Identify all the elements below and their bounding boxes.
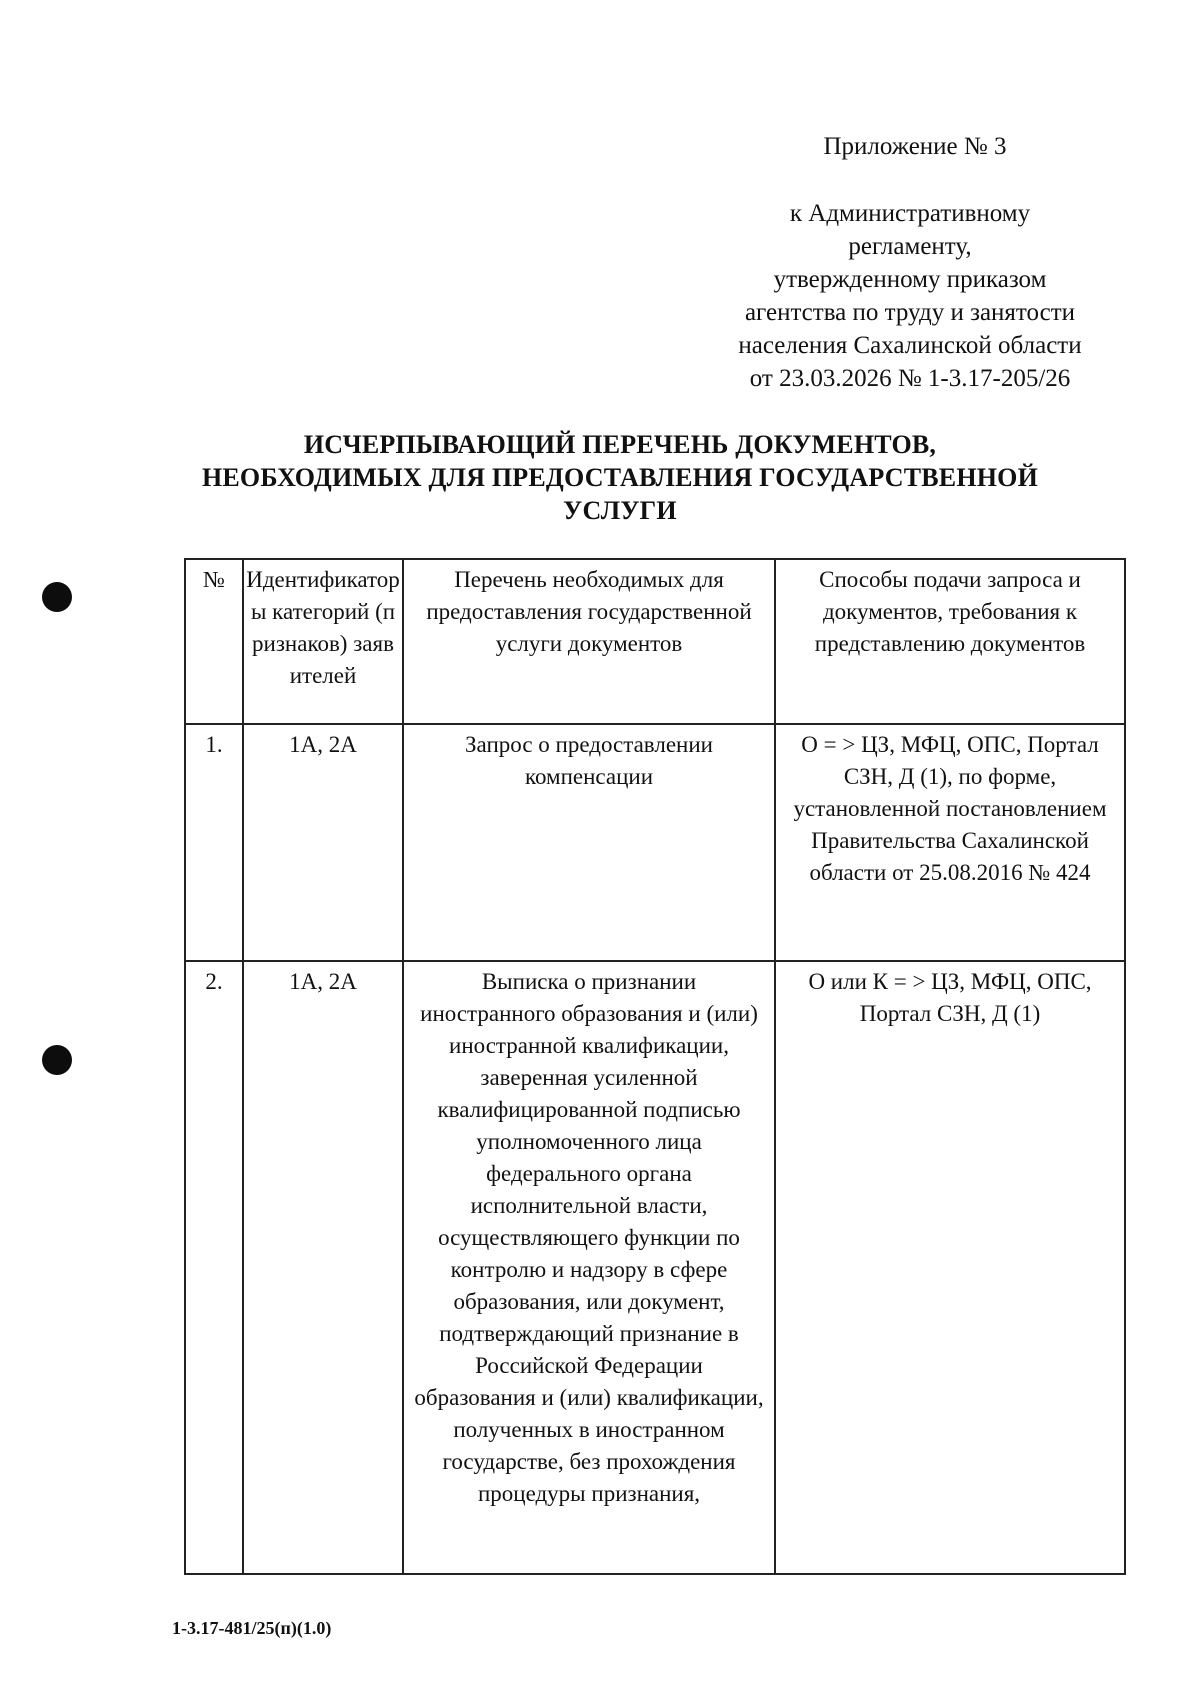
row-submission: О или К = > ЦЗ, МФЦ, ОПС, Портал СЗН, Д (1) xyxy=(775,961,1125,1574)
header-number: № xyxy=(185,559,243,724)
row-categories: 1А, 2А xyxy=(243,961,403,1574)
footer-document-code: 1-3.17-481/25(п)(1.0) xyxy=(172,1618,332,1638)
table-header-row xyxy=(185,559,1125,724)
row-document: Запрос о предоставлении компенсации xyxy=(403,724,775,961)
appendix-line: регламенту, xyxy=(848,233,972,260)
appendix-line: от 23.03.2026 № 1-3.17-205/26 xyxy=(749,365,1071,392)
document-title-line: ИСЧЕРПЫВАЮЩИЙ ПЕРЕЧЕНЬ ДОКУМЕНТОВ, xyxy=(303,430,937,459)
punch-hole-top xyxy=(42,582,72,612)
row-number: 2. xyxy=(185,961,243,1574)
punch-hole-bottom xyxy=(42,1045,72,1075)
row-number: 1. xyxy=(185,724,243,961)
document-title-line: НЕОБХОДИМЫХ ДЛЯ ПРЕДОСТАВЛЕНИЯ ГОСУДАРСТВЕННОЙ xyxy=(201,463,1039,492)
table-row xyxy=(185,961,1125,1574)
row-submission: О = > ЦЗ, МФЦ, ОПС, Портал СЗН, Д (1), по форме, установленной постановлением Правительства Сахалинской области от 25.08.2016 № 424 xyxy=(775,724,1125,961)
appendix-block xyxy=(690,130,1130,395)
header-documents: Перечень необходимых для предоставления государственной услуги документов xyxy=(403,559,775,724)
appendix-line: агентства по труду и занятости xyxy=(744,299,1076,326)
row-document: Выписка о признании иностранного образования и (или) иностранной квалификации, заверенная усиленной квалифицированной подписью уполномоченного лица федерального органа исполнительной власти, осуществляющего функции по контролю и надзору в сфере образования, или документ, подтверждающий признание в Российской Федерации образования и (или) квалификации, полученных в иностранном государстве, без прохождения процедуры признания, xyxy=(403,961,775,1574)
appendix-line: населения Сахалинской области xyxy=(738,332,1082,359)
table-row xyxy=(185,724,1125,961)
appendix-title: Приложение № 3 xyxy=(823,133,1007,160)
appendix-line: к Административному xyxy=(789,200,1031,227)
appendix-line: утвержденному приказом xyxy=(773,266,1047,293)
document-title xyxy=(160,428,1080,527)
header-submission: Способы подачи запроса и документов, требования к представлению документов xyxy=(775,559,1125,724)
document-title-line: УСЛУГИ xyxy=(563,496,677,525)
header-categories: Идентификаторы категорий (признаков) заявителей xyxy=(243,559,403,724)
row-categories: 1А, 2А xyxy=(243,724,403,961)
documents-table xyxy=(184,558,1126,1575)
